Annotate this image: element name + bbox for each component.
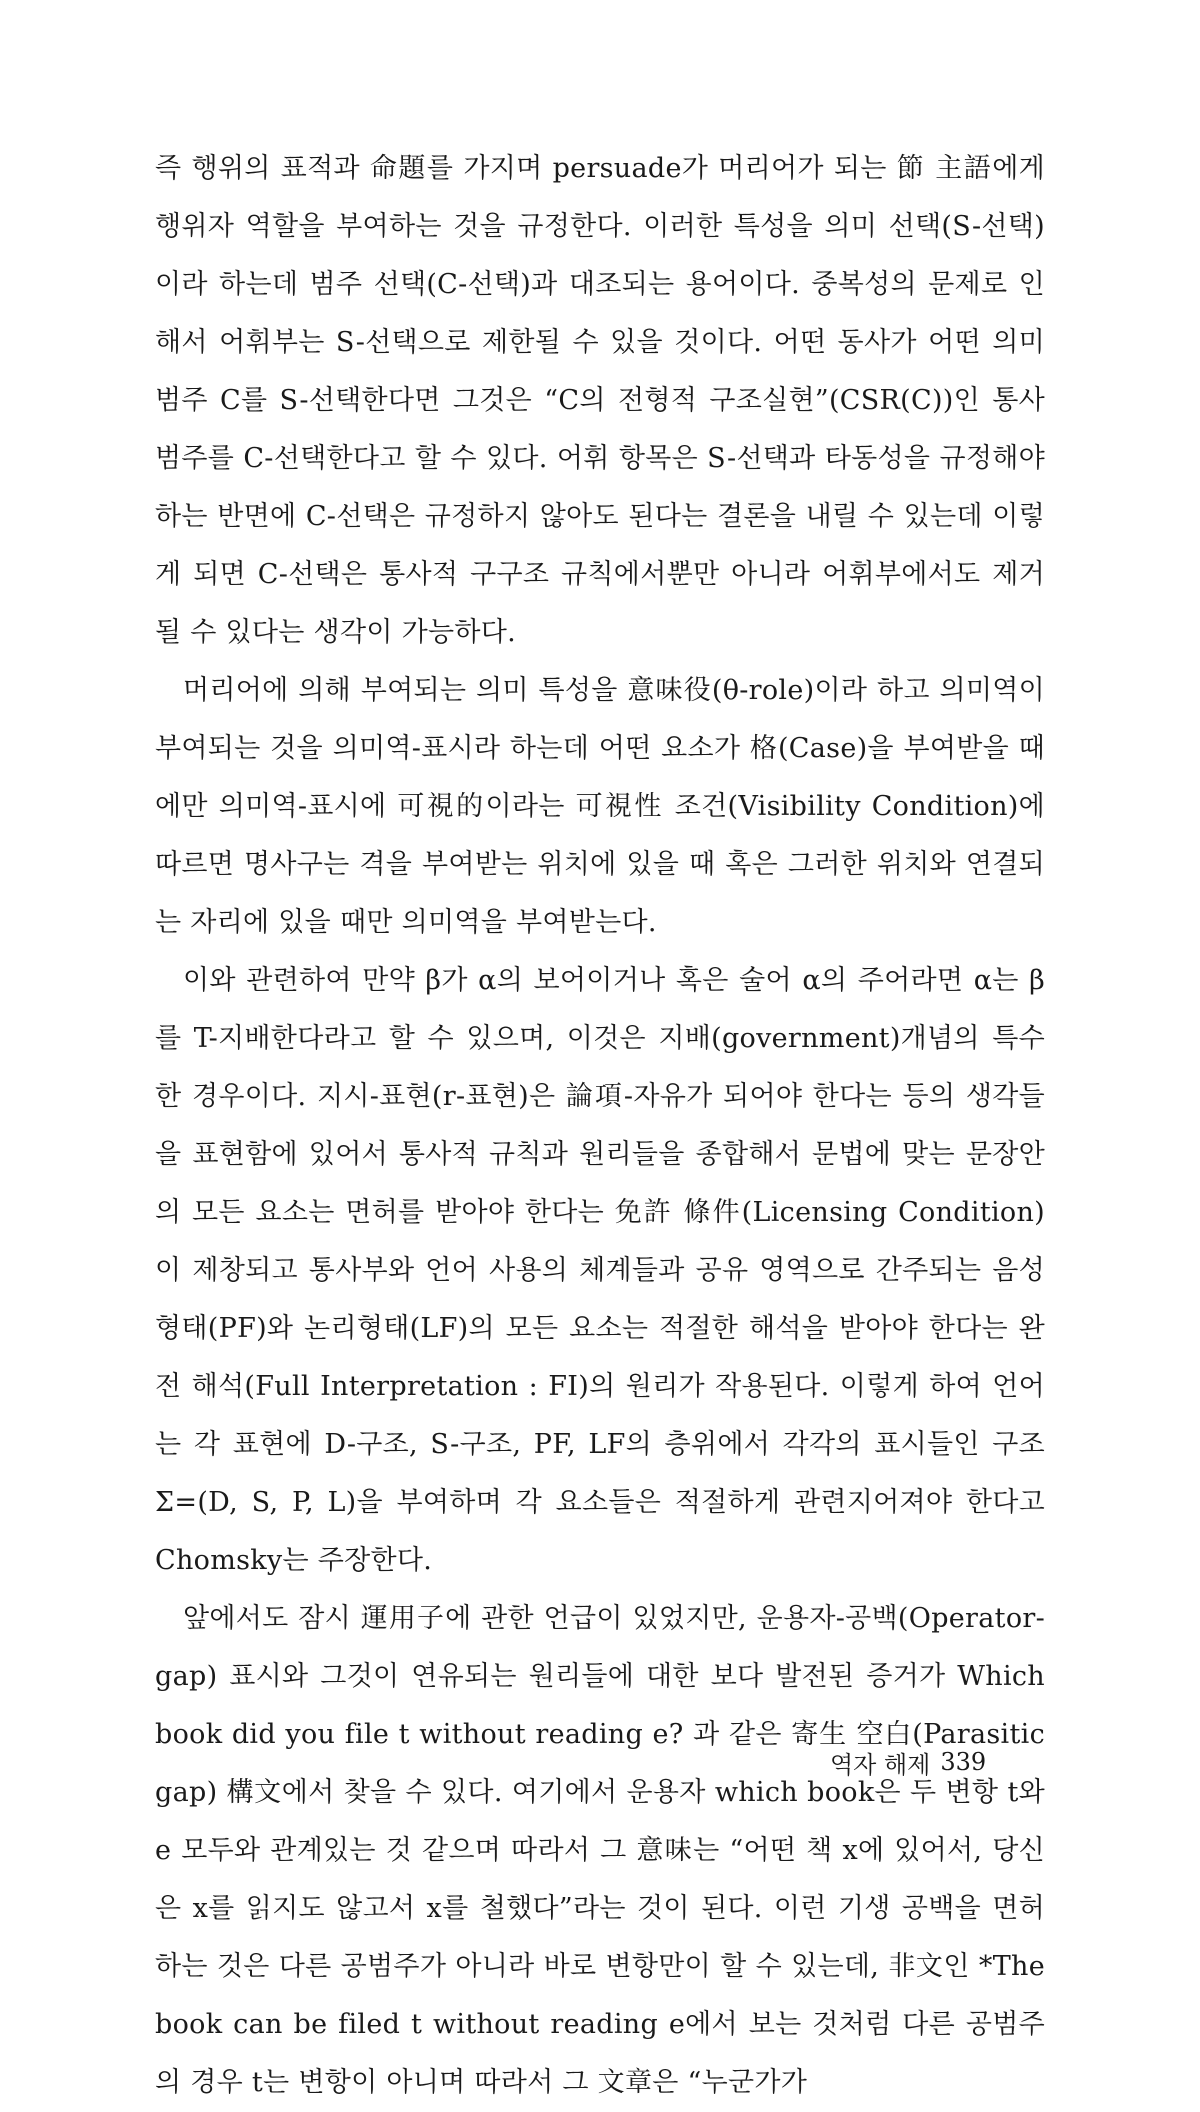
- paragraph-2: 머리어에 의해 부여되는 의미 특성을 意味役(θ-role)이라 하고 의미역이 부여되는 것을 의미역-표시라 하는데 어떤 요소가 格(Case)을 부여받을 때에만 의미역-표시에 可視的이라는 可視性 조건(Visibility Condition)에 따르면 명사구는 격을 부여받는 위치에 있을 때 혹은 그러한 위치와 연결되는 자리에 있을 때만 의미역을 부여받는다.: [155, 675, 1045, 938]
- paragraph-1: 즉 행위의 표적과 命題를 가지며 persuade가 머리어가 되는 節 主語에게 행위자 역할을 부여하는 것을 규정한다. 이러한 특성을 의미 선택(S-선택)이라 하는데 범주 선택(C-선택)과 대조되는 용어이다. 중복성의 문제로 인해서 어휘부는 S-선택으로 제한될 수 있을 것이다. 어떤 동사가 어떤 의미 범주 C를 S-선택한다면 그것은 “C의 전형적 구조실현”(CSR(C))인 통사 범주를 C-선택한다고 할 수 있다. 어휘 항목은 S-선택과 타동성을 규정해야 하는 반면에 C-선택은 규정하지 않아도 된다는 결론을 내릴 수 있는데 이렇게 되면 C-선택은 통사적 구구조 규칙에서뿐만 아니라 어휘부에서도 제거될 수 있다는 생각이 가능하다.: [155, 153, 1045, 648]
- page-number: 339: [940, 1748, 987, 1776]
- paragraph-3: 이와 관련하여 만약 β가 α의 보어이거나 혹은 술어 α의 주어라면 α는 β를 T-지배한다라고 할 수 있으며, 이것은 지배(government)개념의 특수한 경우이다. 지시-표현(r-표현)은 論項-자유가 되어야 한다는 등의 생각들을 표현함에 있어서 통사적 규칙과 원리들을 종합해서 문법에 맞는 문장안의 모든 요소는 면허를 받아야 한다는 免許 條件(Licensing Condition)이 제창되고 통사부와 언어 사용의 체계들과 공유 영역으로 간주되는 음성형태(PF)와 논리형태(LF)의 모든 요소는 적절한 해석을 받아야 한다는 완전 해석(Full Interpretation : FI)의 원리가 작용된다. 이렇게 하여 언어는 각 표현에 D-구조, S-구조, PF, LF의 층위에서 각각의 표시들인 구조 Σ=(D, S, P, L)을 부여하며 각 요소들은 적절하게 관련지어져야 한다고 Chomsky는 주장한다.: [155, 965, 1045, 1576]
- paragraph-4: 앞에서도 잠시 運用子에 관한 언급이 있었지만, 운용자-공백(Operator-gap) 표시와 그것이 연유되는 원리들에 대한 보다 발전된 증거가 Which book did you file t without reading e? 과 같은 寄生 空白(Parasitic gap) 構文에서 찾을 수 있다. 여기에서 운용자 which book은 두 변항 t와 e 모두와 관계있는 것 같으며 따라서 그 意味는 “어떤 책 x에 있어서, 당신은 x를 읽지도 않고서 x를 철했다”라는 것이 된다. 이런 기생 공백을 면허하는 것은 다른 공범주가 아니라 바로 변항만이 할 수 있는데, 非文인 *The book can be filed t without reading e에서 보는 것처럼 다른 공범주의 경우 t는 변항이 아니며 따라서 그 文章은 “누군가가: [155, 1603, 1045, 2098]
- body-text: [155, 140, 1045, 2112]
- page-footer: [830, 1742, 1050, 1782]
- running-head: 역자 해제: [830, 1750, 931, 1779]
